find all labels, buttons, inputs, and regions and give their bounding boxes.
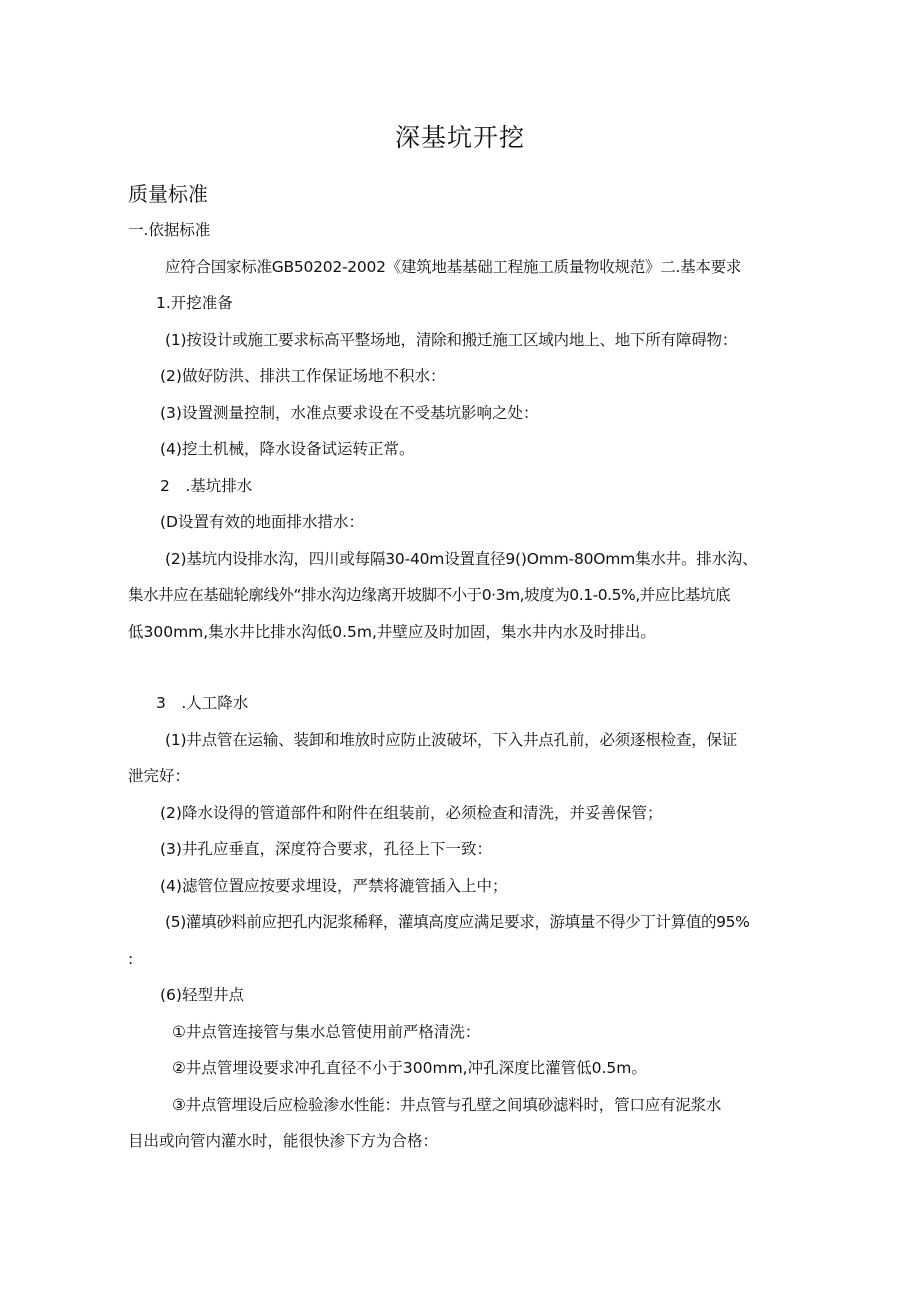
text-line: (2)降水设得的管道部件和附件在组装前，必须检查和清洗，并妥善保管；: [160, 804, 663, 822]
text-line: (4)挖土机械，降水设备试运转正常。: [160, 440, 415, 458]
text-line: 目出或向管内灌水时，能很快渗下方为合格：: [128, 1132, 439, 1150]
text-line: 3 .人工降水: [156, 694, 249, 712]
section-heading: 质量标准: [128, 182, 208, 206]
text-line: (D设置有效的地面排水措水：: [160, 513, 364, 531]
text-line: 1.开挖准备: [156, 294, 233, 312]
text-line: (4)滤管位置应按要求埋设，严禁将漉管插入上中；: [160, 877, 508, 895]
text-line: 集水井应在基础轮廓线外“排水沟边缘离开坡脚不小于0·3m,坡度为0.1-0.5%,并应比基坑底: [128, 586, 731, 604]
text-line: (1)井点管在运输、装卸和堆放时应防止波破坏，下入井点孔前，必须逐根检查，保证: [165, 731, 738, 749]
text-line: ③井点管埋设后应检验渗水性能：井点管与孔壁之间填砂滤料时，管口应有泥浆水: [172, 1096, 722, 1114]
text-line: (5)灌填砂料前应把孔内泥浆稀释，灌填高度应满足要求，游填量不得少丁计算值的95%: [165, 913, 750, 931]
text-line: (6)轻型井点: [160, 986, 244, 1004]
text-line: 一.依据标准: [128, 221, 211, 239]
text-line: 2 .基坑排水: [160, 477, 253, 495]
text-line: 泄完好：: [128, 767, 191, 785]
text-line: 低300mm,集水井比排水沟低0.5m,井壁应及时加固，集水井内水及时排出。: [128, 623, 656, 641]
text-line: (2)做好防洪、排洪工作保证场地不积水：: [160, 367, 446, 385]
text-line: :: [128, 950, 134, 968]
document-title: 深基坑开挖: [394, 123, 525, 152]
text-line: ①井点管连接管与集水总管使用前严格清洗：: [172, 1023, 481, 1041]
text-line: ②井点管埋设要求冲孔直径不小于300mm,冲孔深度比灌管低0.5m。: [172, 1059, 647, 1077]
text-line: (2)基坑内设排水沟，四川或每隔30-40m设置直径9()Omm-80Omm集水井。排水沟、: [165, 550, 758, 568]
text-line: (3)设置测量控制，水准点要求设在不受基坑影响之处：: [160, 404, 539, 422]
text-line: (1)按设计或施工要求标高平整场地，清除和搬迁施工区域内地上、地下所有障碍物：: [165, 331, 738, 349]
text-line: (3)井孔应垂直，深度符合要求，孔径上下一致：: [160, 840, 492, 858]
text-line: 应符合国家标准GB50202-2002《建筑地基基础工程施工质量物收规范》二.基本要求: [165, 258, 742, 276]
